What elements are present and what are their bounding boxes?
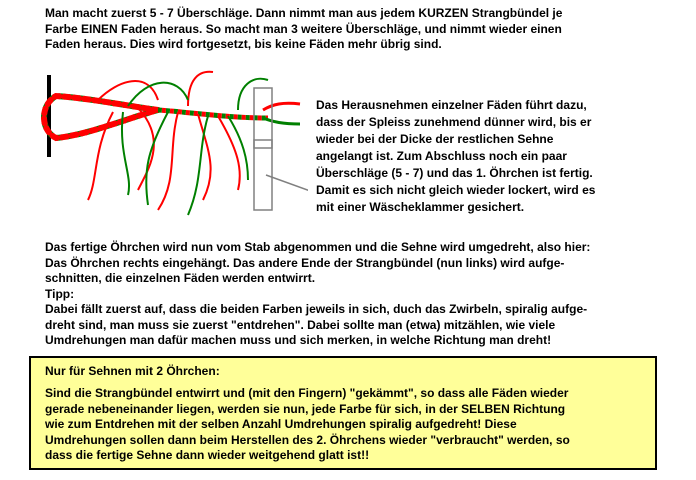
side-note-paragraph	[316, 97, 595, 216]
note-box	[29, 356, 657, 470]
note-box-line: wie zum Entdrehen mit der selben Anzahl Umdrehungen spiralig aufgedreht! Diese	[45, 417, 517, 431]
clothes-peg-clip	[254, 140, 272, 148]
body-line: Umdrehungen man dafür machen muss und sich merken, in welche Richtung man dreht!	[45, 333, 552, 347]
loose-green-strand	[122, 112, 129, 195]
right-green-strand	[263, 118, 300, 124]
side-note-line: Überschläge (5 - 7) und das 1. Öhrchen ist fertig.	[316, 166, 593, 180]
body-line: schnitten, die einzelnen Fäden werden entwirrt.	[45, 271, 316, 285]
splice-illustration	[38, 60, 308, 220]
note-box-line: gerade nebeneinander liegen, werden sie nun, jede Farbe für sich, in der SELBEN Richtung	[45, 401, 566, 416]
loose-red-strand	[218, 116, 240, 190]
body-line: Das fertige Öhrchen wird nun vom Stab abgenommen und die Sehne wird umgedreht, also hier:	[45, 240, 591, 254]
side-note-line: mit einer Wäscheklammer gesichert.	[316, 200, 525, 214]
side-note-line: wieder bei der Dicke der restlichen Sehne	[316, 132, 554, 146]
loose-green-strand	[238, 79, 268, 110]
right-red-strand	[263, 103, 300, 110]
note-box-line: Umdrehungen sollen dann beim Herstellen des 2. Öhrchens wieder "verbraucht" werden, so	[45, 432, 570, 447]
intro-line: Man macht zuerst 5 - 7 Überschläge. Dann nimmt man aus jedem KURZEN Strangbündel je	[45, 6, 563, 20]
note-box-heading: Nur für Sehnen mit 2 Öhrchen:	[45, 364, 220, 378]
tip-heading: Tipp:	[45, 286, 75, 301]
body-line: Dabei fällt zuerst auf, dass die beiden Farben jeweils in sich, duch das Zwirbeln, spiralig aufge-	[45, 302, 588, 316]
body-line: Das Öhrchen rechts eingehängt. Das andere Ende der Strangbündel (nun links) wird aufge-	[45, 255, 565, 270]
intro-paragraph	[45, 6, 562, 53]
loop-red-strand	[44, 96, 158, 138]
loose-green-strand	[228, 116, 248, 180]
intro-line: Farbe EINEN Faden heraus. So macht man 3 weitere Überschläge, und nimmt wieder einen	[45, 21, 562, 36]
loose-red-strand	[188, 72, 213, 106]
rod	[47, 75, 51, 157]
loose-red-strand	[98, 81, 158, 100]
body-paragraph	[45, 240, 590, 349]
note-box-line: dass die fertige Sehne dann wieder weitgehend glatt ist!!	[45, 448, 370, 462]
side-note-line: Das Herausnehmen einzelner Fäden führt dazu,	[316, 98, 587, 112]
loose-green-strand	[188, 116, 208, 215]
side-note-line: angelangt ist. Zum Abschluss noch ein paar	[316, 149, 567, 163]
loose-green-strand	[128, 83, 188, 106]
body-line: dreht sind, man muss sie zuerst "entdrehen". Dabei sollte man (etwa) mitzählen, wie viele	[45, 317, 556, 332]
note-box-line: Sind die Strangbündel entwirrt und (mit den Fingern) "gekämmt", so dass alle Fäden wieder	[45, 386, 569, 400]
side-note-line: Damit es sich nicht gleich wieder lockert, wird es	[316, 183, 596, 197]
note-box-text	[45, 386, 570, 464]
side-note-line: dass der Spleiss zunehmend dünner wird, bis er	[316, 115, 592, 129]
intro-line: Faden heraus. Dies wird fortgesetzt, bis keine Fäden mehr übrig sind.	[45, 37, 442, 51]
